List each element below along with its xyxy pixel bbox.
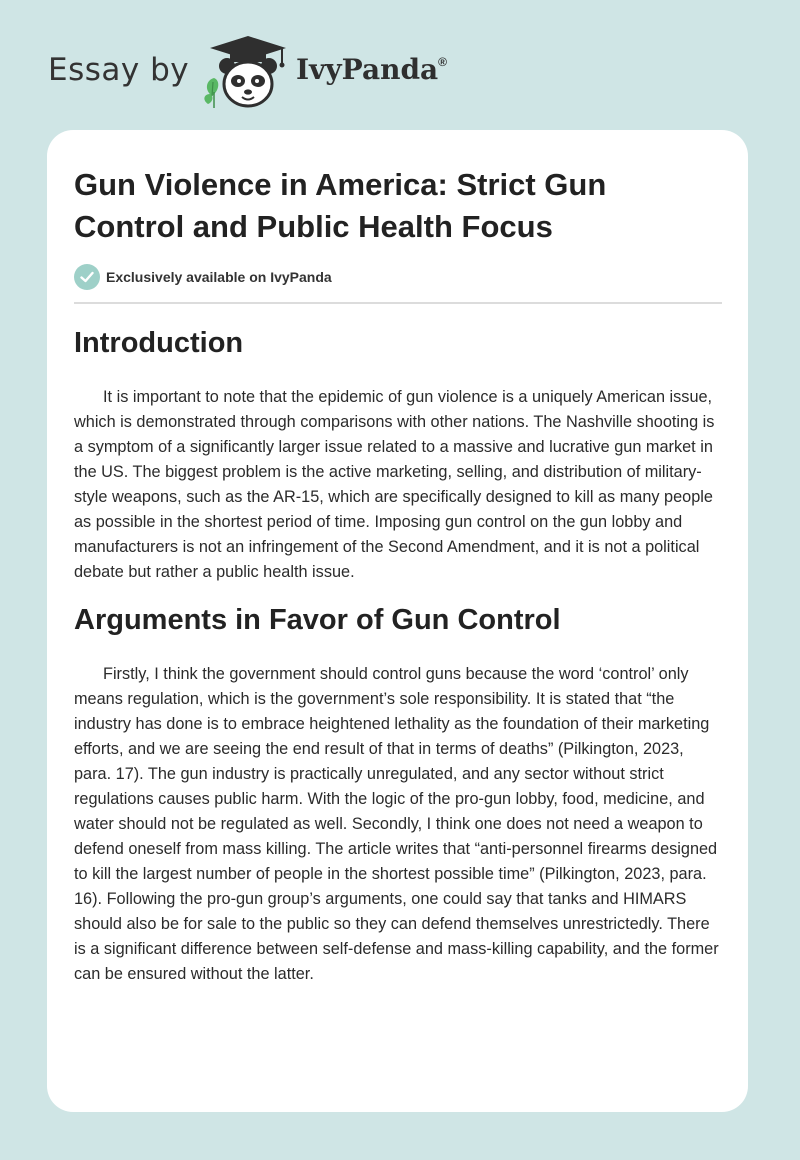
exclusive-badge (74, 264, 332, 290)
section-heading-arguments: Arguments in Favor of Gun Control (74, 604, 561, 636)
title-divider (74, 302, 722, 304)
section-heading-introduction: Introduction (74, 327, 244, 359)
essay-card (47, 130, 748, 1112)
panda-logo-icon (200, 34, 296, 110)
section-paragraph-arguments: Firstly, I think the government should control guns because the word ‘control’ only means regulation, which is the government’s sole responsibility. It is stated that “the industry has done is to embrace heightened lethality as the foundation of their marketing efforts, and we are seeing the end result of that in terms of deaths” (Pilkington, 2023, para. 17). The gun industry is practically unregulated, and any sector without strict regulations causes public harm. With the logic of the pro-gun lobby, food, medicine, and water should not be regulated as well. Secondly, I think one does not need a weapon to defend oneself from mass killing. The article writes that “anti-personnel firearms designed to kill the largest number of people in the shortest possible time” (Pilkington, 2023, para. 16). Following the pro-gun group’s arguments, one could say that tanks and HIMARS should also be for sale to the public so they can defend themselves unrestrictedly. There is a significant difference between self-defense and mass-killing capability, and the former can be ensured without the latter. (74, 665, 719, 983)
check-circle-icon (74, 264, 100, 290)
page-title: Gun Violence in America: Strict Gun Control and Public Health Focus (74, 167, 607, 244)
brand-prefix: Essay by (48, 52, 190, 88)
section-paragraph-introduction: It is important to note that the epidemic of gun violence is a uniquely American issue, which is demonstrated through comparisons with other nations. The Nashville shooting is a symptom of a significantly larger issue related to a massive and lucrative gun market in the US. The biggest problem is the active marketing, selling, and distribution of military-style weapons, such as the AR-15, which are specifically designed to kill as many people as possible in the shortest period of time. Imposing gun control on the gun lobby and manufacturers is not an infringement of the Second Amendment, and it is not a political debate but rather a public health issue. (74, 388, 715, 581)
brand-header[interactable] (48, 34, 508, 110)
registered-mark: ® (438, 55, 448, 69)
brand-name: IvyPanda® (296, 53, 448, 86)
exclusive-label: Exclusively available on IvyPanda (106, 269, 332, 285)
